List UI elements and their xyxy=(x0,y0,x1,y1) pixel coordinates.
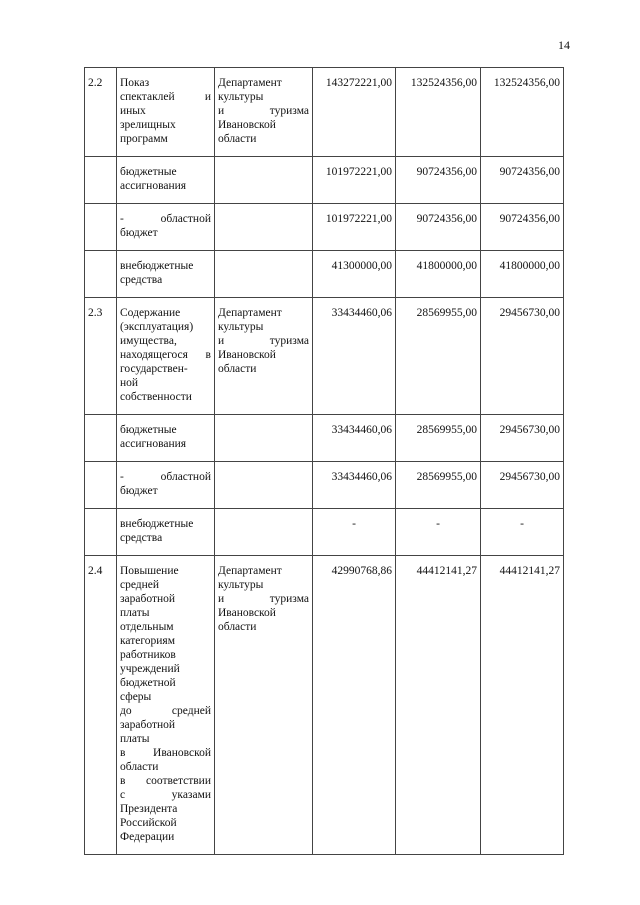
description-line: области xyxy=(120,761,159,773)
item-description xyxy=(117,509,215,556)
amount-year-3: 29456730,00 xyxy=(481,298,564,415)
amount-year-3: 41800000,00 xyxy=(481,251,564,298)
item-number xyxy=(85,509,117,556)
item-description xyxy=(117,251,215,298)
page-number: 14 xyxy=(558,38,570,52)
table-row xyxy=(85,462,564,509)
amount-year-1: 101972221,00 xyxy=(313,204,396,251)
table-row xyxy=(85,68,564,157)
description-line: внебюджетные xyxy=(120,260,194,272)
amount-year-1: 143272221,00 xyxy=(313,68,396,157)
description-line: Показ xyxy=(120,77,150,89)
description-line: платы xyxy=(120,607,150,619)
department-line: Департамент xyxy=(218,77,282,89)
item-description xyxy=(117,298,215,415)
amount-year-3: 90724356,00 xyxy=(481,157,564,204)
description-line: категориям xyxy=(120,635,176,647)
department-line: культуры xyxy=(218,321,264,333)
description-line: Повышение xyxy=(120,565,179,577)
description-line: в Ивановской xyxy=(120,747,211,759)
description-line: в соответствии xyxy=(120,775,211,787)
item-description xyxy=(117,157,215,204)
executor-department xyxy=(215,251,313,298)
amount-year-3: 132524356,00 xyxy=(481,68,564,157)
table-row xyxy=(85,157,564,204)
description-line: работников xyxy=(120,649,176,661)
amount-year-1: 33434460,06 xyxy=(313,298,396,415)
description-line: бюджет xyxy=(120,227,158,239)
amount-year-2: 90724356,00 xyxy=(396,157,481,204)
amount-year-1: - xyxy=(313,509,396,556)
department-line: и туризма xyxy=(218,593,309,605)
item-number xyxy=(85,462,117,509)
description-line: бюджетной xyxy=(120,677,176,689)
description-line: средства xyxy=(120,274,163,286)
item-number xyxy=(85,415,117,462)
item-number xyxy=(85,204,117,251)
department-line: Ивановской xyxy=(218,349,276,361)
description-line: ассигнования xyxy=(120,438,187,450)
description-line: заработной xyxy=(120,593,176,605)
table-row xyxy=(85,204,564,251)
description-line: зрелищных xyxy=(120,119,176,131)
amount-year-2: 132524356,00 xyxy=(396,68,481,157)
department-line: Департамент xyxy=(218,307,282,319)
table-row xyxy=(85,251,564,298)
department-line: Ивановской xyxy=(218,119,276,131)
item-number: 2.2 xyxy=(85,68,117,157)
item-description xyxy=(117,204,215,251)
description-line: ассигнования xyxy=(120,180,187,192)
amount-year-1: 33434460,06 xyxy=(313,462,396,509)
description-line: (эксплуатация) xyxy=(120,321,194,333)
description-line: средства xyxy=(120,532,163,544)
item-description xyxy=(117,68,215,157)
description-line: - областной xyxy=(120,471,211,483)
amount-year-3: 29456730,00 xyxy=(481,462,564,509)
description-line: имущества, xyxy=(120,335,177,347)
table-row xyxy=(85,298,564,415)
description-line: - областной xyxy=(120,213,211,225)
item-number xyxy=(85,251,117,298)
table-row xyxy=(85,509,564,556)
description-line: с указами xyxy=(120,789,211,801)
department-line: культуры xyxy=(218,579,264,591)
description-line: Федерации xyxy=(120,831,175,843)
amount-year-2: 41800000,00 xyxy=(396,251,481,298)
amount-year-3: 44412141,27 xyxy=(481,556,564,855)
amount-year-3: - xyxy=(481,509,564,556)
amount-year-2: 28569955,00 xyxy=(396,415,481,462)
department-line: области xyxy=(218,133,257,145)
amount-year-2: 28569955,00 xyxy=(396,298,481,415)
amount-year-2: 28569955,00 xyxy=(396,462,481,509)
description-line: заработной xyxy=(120,719,176,731)
amount-year-1: 41300000,00 xyxy=(313,251,396,298)
executor-department xyxy=(215,157,313,204)
description-line: учреждений xyxy=(120,663,180,675)
item-description xyxy=(117,415,215,462)
amount-year-1: 42990768,86 xyxy=(313,556,396,855)
description-line: Президента xyxy=(120,803,178,815)
department-line: области xyxy=(218,621,257,633)
description-line: бюджетные xyxy=(120,424,177,436)
description-line: средней xyxy=(120,579,160,591)
description-line: Содержание xyxy=(120,307,181,319)
executor-department xyxy=(215,415,313,462)
description-line: спектаклей и xyxy=(120,91,211,103)
executor-department xyxy=(215,68,313,157)
description-line: находящегося в xyxy=(120,349,211,361)
department-line: культуры xyxy=(218,91,264,103)
description-line: бюджетные xyxy=(120,166,177,178)
item-description xyxy=(117,462,215,509)
budget-table xyxy=(84,67,564,855)
amount-year-3: 29456730,00 xyxy=(481,415,564,462)
department-line: области xyxy=(218,363,257,375)
table-row xyxy=(85,556,564,855)
item-number xyxy=(85,157,117,204)
executor-department xyxy=(215,556,313,855)
amount-year-1: 101972221,00 xyxy=(313,157,396,204)
table-row xyxy=(85,415,564,462)
amount-year-2: 44412141,27 xyxy=(396,556,481,855)
description-line: бюджет xyxy=(120,485,158,497)
executor-department xyxy=(215,298,313,415)
description-line: государствен- xyxy=(120,363,188,375)
executor-department xyxy=(215,462,313,509)
description-line: ной xyxy=(120,377,139,389)
description-line: Российской xyxy=(120,817,177,829)
executor-department xyxy=(215,204,313,251)
description-line: внебюджетные xyxy=(120,518,194,530)
description-line: иных xyxy=(120,105,146,117)
table-body xyxy=(85,68,564,855)
department-line: и туризма xyxy=(218,335,309,347)
amount-year-3: 90724356,00 xyxy=(481,204,564,251)
amount-year-2: - xyxy=(396,509,481,556)
description-line: отдельным xyxy=(120,621,174,633)
description-line: собственности xyxy=(120,391,192,403)
description-line: до средней xyxy=(120,705,211,717)
description-line: программ xyxy=(120,133,168,145)
amount-year-1: 33434460,06 xyxy=(313,415,396,462)
department-line: Департамент xyxy=(218,565,282,577)
department-line: Ивановской xyxy=(218,607,276,619)
description-line: платы xyxy=(120,733,150,745)
department-line: и туризма xyxy=(218,105,309,117)
executor-department xyxy=(215,509,313,556)
amount-year-2: 90724356,00 xyxy=(396,204,481,251)
description-line: сферы xyxy=(120,691,152,703)
item-description xyxy=(117,556,215,855)
item-number: 2.4 xyxy=(85,556,117,855)
item-number: 2.3 xyxy=(85,298,117,415)
